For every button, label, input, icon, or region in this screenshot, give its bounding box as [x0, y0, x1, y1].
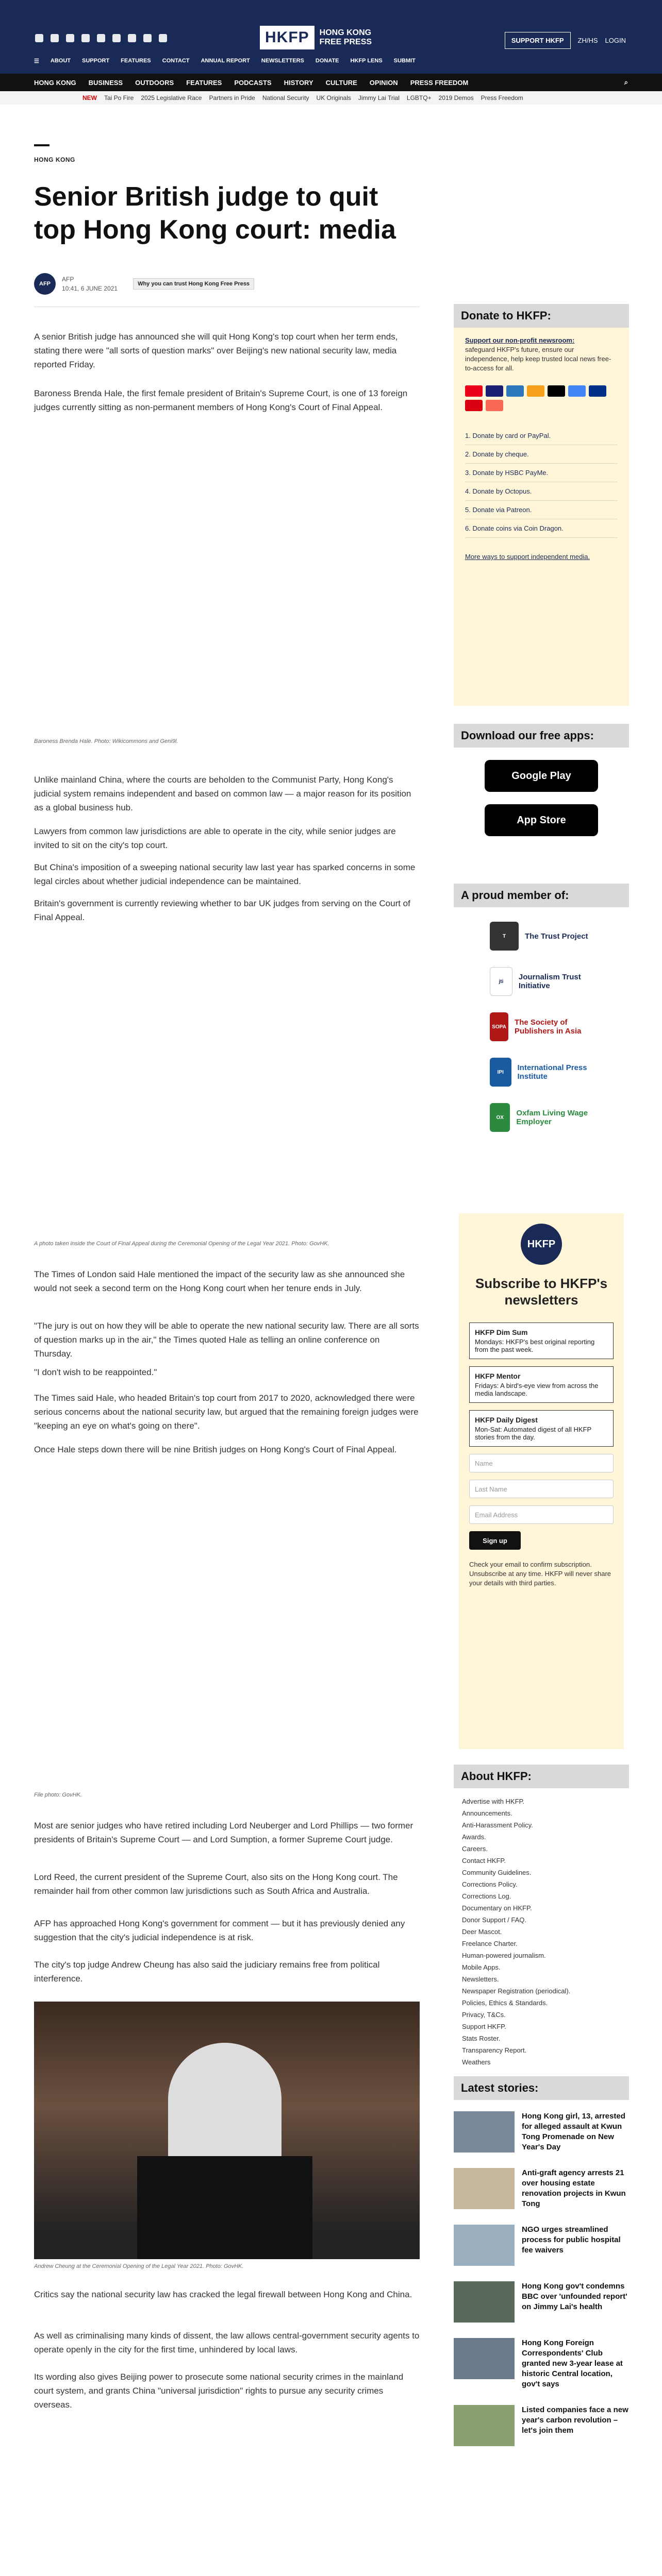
newsletter-footnote: Check your email to confirm subscription. Unsubscribe at any time. HKFP will never share your details with third parties.	[469, 1561, 611, 1587]
discover-icon	[527, 385, 544, 397]
about-link[interactable]: Support HKFP.	[462, 2023, 506, 2030]
latest-heading: Latest stories:	[454, 2076, 629, 2100]
about-link[interactable]: Advertise with HKFP.	[462, 1798, 525, 1805]
about-section	[454, 1765, 629, 2068]
paragraph: Most are senior judges who have retired including Lord Neuberger and Lord Phillips — two former presidents of Britain's Supreme Court — and Lord Sumption, a former Supreme Court judge.	[34, 1821, 413, 1844]
publish-date: 10:41, 6 JUNE 2021	[62, 285, 118, 292]
section-nav-item[interactable]: OPINION	[369, 78, 398, 87]
about-list	[454, 1795, 629, 2068]
story-thumbnail	[454, 2111, 515, 2153]
newsletter-heading: Subscribe to HKFP's newsletters	[475, 1276, 608, 1308]
visa-icon	[486, 385, 503, 397]
story-title[interactable]: Listed companies face a new year's carbon revolution – let's join them	[522, 2405, 628, 2435]
member-logo[interactable]: T The Trust Project	[490, 922, 593, 951]
donate-option[interactable]: 1. Donate by card or PayPal.	[465, 427, 618, 445]
trending-item[interactable]: National Security	[262, 94, 309, 101]
apps-section	[454, 724, 629, 836]
latest-story[interactable]	[454, 2338, 629, 2389]
newsletter-option[interactable]: HKFP Daily Digest Mon-Sat: Automated digest of all HKFP stories from the day.	[469, 1410, 614, 1447]
about-link[interactable]: Anti-Harassment Policy.	[462, 1821, 533, 1829]
newsletter-logo: HKFP	[521, 1224, 562, 1265]
latest-story[interactable]	[454, 2281, 629, 2323]
newsletter-option[interactable]: HKFP Mentor Fridays: A bird's-eye view from across the media landscape.	[469, 1366, 614, 1403]
paragraph: Britain's government is currently reviewing whether to bar UK judges from serving on the Court of Final Appeal.	[34, 899, 410, 922]
image-caption: A photo taken inside the Court of Final Appeal during the Ceremonial Opening of the Legal Year 2021. Photo: GovHK.	[34, 1241, 329, 1247]
trending-item[interactable]: Press Freedom	[481, 94, 523, 101]
section-nav-item[interactable]: HISTORY	[284, 78, 313, 87]
paragraph: Its wording also gives Beijing power to prosecute some national security crimes in the mainland court system, and grants China "universal jurisdiction" rights to pursue any security crimes overseas.	[34, 2372, 404, 2410]
donate-option[interactable]: 6. Donate coins via Coin Dragon.	[465, 519, 618, 538]
section-nav-item[interactable]: CULTURE	[325, 78, 357, 87]
donate-option[interactable]: 4. Donate by Octopus.	[465, 482, 618, 501]
latest-story[interactable]	[454, 2168, 629, 2209]
trending-item[interactable]: 2019 Demos	[438, 94, 474, 101]
newsletter-panel	[459, 1213, 624, 1749]
paragraph: The Times said Hale, who headed Britain's top court from 2017 to 2020, acknowledged there were serious concerns about the national security law, but argued that the remaining foreign judges were "keeping an eye on what's going on there".	[34, 1393, 419, 1431]
logo-text-line1: HONG KONG	[319, 28, 372, 37]
paragraph: But China's imposition of a sweeping national security law last year has sparked concerns in some legal circles about whether judicial independence can be maintained.	[34, 862, 416, 886]
jti-icon: jti	[490, 967, 512, 996]
trust-project-icon: T	[490, 922, 519, 951]
article-image	[34, 938, 420, 1236]
story-thumbnail	[454, 2168, 515, 2209]
support-hkfp-button[interactable]: SUPPORT HKFP	[505, 32, 571, 49]
member-section	[454, 884, 629, 1148]
paragraph: A senior British judge has announced she will quit Hong Kong's top court when her term ends, stating there were "all sorts of question marks" over Beijing's new national security law, media reported Friday.	[34, 332, 398, 369]
paypal-icon	[589, 385, 606, 397]
top-nav-item[interactable]: ABOUT	[50, 58, 71, 64]
about-link[interactable]: Careers.	[462, 1845, 488, 1853]
paragraph: The city's top judge Andrew Cheung has also said the judiciary remains free from political interference.	[34, 1960, 380, 1984]
section-nav-item[interactable]: BUSINESS	[88, 78, 123, 87]
author-avatar[interactable]: AFP	[34, 273, 56, 295]
latest-story[interactable]	[454, 2225, 629, 2266]
author-name[interactable]: AFP	[62, 276, 74, 283]
top-nav	[34, 58, 416, 64]
ipi-icon: IPI	[490, 1058, 511, 1087]
trending-item[interactable]: Tai Po Fire	[104, 94, 134, 101]
about-link[interactable]: Policies, Ethics & Standards.	[462, 1999, 548, 2007]
about-link[interactable]: Corrections Policy.	[462, 1880, 518, 1888]
signup-button[interactable]: Sign up	[469, 1531, 521, 1550]
telegram-icon[interactable]	[112, 34, 121, 42]
section-nav-item[interactable]: PODCASTS	[234, 78, 272, 87]
about-link[interactable]: Awards.	[462, 1833, 486, 1841]
linkedin-icon[interactable]	[97, 34, 105, 42]
facebook-icon[interactable]	[35, 34, 43, 42]
about-link[interactable]: Announcements.	[462, 1809, 512, 1817]
section-nav-item[interactable]: HONG KONG	[34, 78, 76, 87]
social-links	[35, 34, 167, 42]
donate-option[interactable]: 3. Donate by HSBC PayMe.	[465, 464, 618, 482]
story-thumbnail	[454, 2281, 515, 2323]
instagram-icon[interactable]	[66, 34, 74, 42]
donate-section	[454, 304, 629, 570]
about-link[interactable]: Contact HKFP.	[462, 1857, 506, 1865]
google-play-button[interactable]: Google Play	[485, 760, 598, 792]
paragraph: Critics say the national security law has cracked the legal firewall between Hong Kong and China.	[34, 2290, 412, 2299]
googlepay-icon	[568, 385, 586, 397]
paragraph: Once Hale steps down there will be nine British judges on Hong Kong's Court of Final Appeal.	[34, 1445, 397, 1454]
about-link[interactable]: Weathers	[462, 2058, 491, 2066]
article-category[interactable]: HONG KONG	[34, 156, 75, 163]
member-heading: A proud member of:	[454, 884, 629, 907]
search-icon[interactable]: ⌕	[624, 78, 628, 86]
trending-new-label: NEW	[82, 94, 97, 101]
donate-intro: safeguard HKFP's future, ensure our independence, help keep trusted local news free-to-access for all.	[465, 346, 611, 372]
about-heading: About HKFP:	[454, 1765, 629, 1788]
story-title[interactable]: Hong Kong gov't condemns BBC over 'unfounded report' on Jimmy Lai's health	[522, 2282, 627, 2311]
article-image	[34, 435, 420, 734]
section-nav-item[interactable]: PRESS FREEDOM	[410, 78, 469, 87]
donate-more-link[interactable]: More ways to support independent media.	[465, 553, 590, 561]
login-link[interactable]: LOGIN	[605, 37, 626, 44]
about-link[interactable]: Privacy, T&Cs.	[462, 2011, 506, 2019]
kicker-divider	[34, 144, 49, 146]
trending-item[interactable]: Jimmy Lai Trial	[358, 94, 400, 101]
latest-story[interactable]	[454, 2111, 629, 2153]
site-logo[interactable]	[260, 26, 372, 49]
mastercard-icon	[465, 385, 483, 397]
member-logo[interactable]: OX Oxfam Living Wage Employer	[490, 1103, 593, 1132]
article-image	[34, 2002, 420, 2259]
patreon-icon	[486, 400, 503, 411]
name-field[interactable]: Name	[469, 1454, 614, 1472]
about-link[interactable]: Mobile Apps.	[462, 1963, 501, 1971]
section-nav	[0, 74, 662, 91]
paragraph: Unlike mainland China, where the courts are beholden to the Communist Party, Hong Kong's judicial system remains independent and based on common law — a major reason for its position as a global business hub.	[34, 775, 411, 812]
app-store-button[interactable]: App Store	[485, 804, 598, 836]
latest-story[interactable]	[454, 2405, 629, 2446]
donate-option[interactable]: 2. Donate by cheque.	[465, 445, 618, 464]
amex-icon	[506, 385, 524, 397]
top-nav-item[interactable]: DONATE	[315, 58, 339, 64]
top-nav-item[interactable]: ANNUAL REPORT	[201, 58, 250, 64]
member-logo[interactable]: SOPA The Society of Publishers in Asia	[490, 1012, 593, 1041]
article-image	[34, 1489, 420, 1788]
about-link[interactable]: Newsletters.	[462, 1975, 499, 1983]
email-field[interactable]: Email Address	[469, 1505, 614, 1524]
trending-item[interactable]: UK Originals	[316, 94, 351, 101]
payment-icons	[465, 385, 618, 411]
paragraph: As well as criminalising many kinds of dissent, the law allows central-government security agents to operate openly in the city for the first time, unhindered by local laws.	[34, 2331, 420, 2354]
youtube-icon[interactable]	[81, 34, 90, 42]
site-header	[0, 0, 662, 74]
trending-item[interactable]: 2025 Legislative Race	[141, 94, 202, 101]
about-link[interactable]: Deer Mascot.	[462, 1928, 502, 1936]
story-title[interactable]: Hong Kong girl, 13, arrested for alleged assault at Kwun Tong Promenade on New Year's Day	[522, 2112, 625, 2151]
judge-robe	[137, 2156, 312, 2259]
top-nav-item[interactable]: SUPPORT	[81, 58, 110, 64]
donate-intro-link[interactable]: Support our non-profit newsroom:	[465, 336, 575, 344]
apps-heading: Download our free apps:	[454, 724, 629, 748]
last-name-field[interactable]: Last Name	[469, 1480, 614, 1498]
twitter-icon[interactable]	[51, 34, 59, 42]
about-link[interactable]: Freelance Charter.	[462, 1940, 518, 1947]
about-link[interactable]: Newspaper Registration (periodical).	[462, 1987, 571, 1995]
story-title[interactable]: NGO urges streamlined process for public hospital fee waivers	[522, 2225, 621, 2255]
language-toggle[interactable]: ZH/HS	[577, 37, 598, 44]
image-caption: File photo: GovHK.	[34, 1792, 82, 1798]
oxfam-icon: OX	[490, 1103, 510, 1132]
top-nav-item[interactable]: NEWSLETTERS	[261, 58, 304, 64]
top-nav-item[interactable]: FEATURES	[121, 58, 151, 64]
top-nav-item[interactable]: CONTACT	[162, 58, 190, 64]
donate-heading: Donate to HKFP:	[454, 304, 629, 328]
about-link[interactable]: Human-powered journalism.	[462, 1952, 546, 1959]
member-logo[interactable]: IPI International Press Institute	[490, 1058, 593, 1087]
paragraph: "The jury is out on how they will be able to operate the new national security law. There are all sorts of question marks up in the air," the Times quoted Hale as telling an online conference on Thursday.	[34, 1321, 419, 1359]
payme-icon	[465, 400, 483, 411]
image-caption: Andrew Cheung at the Ceremonial Opening of the Legal Year 2021. Photo: GovHK.	[34, 2263, 244, 2269]
trending-item[interactable]: LGBTQ+	[406, 94, 432, 101]
about-link[interactable]: Stats Roster.	[462, 2035, 501, 2042]
trending-bar	[0, 91, 662, 105]
donate-option[interactable]: 5. Donate via Patreon.	[465, 501, 618, 519]
header-actions	[505, 32, 626, 49]
latest-section	[454, 2076, 629, 2462]
section-nav-item[interactable]: OUTDOORS	[135, 78, 174, 87]
story-thumbnail	[454, 2225, 515, 2266]
applepay-icon	[548, 385, 565, 397]
paragraph: "I don't wish to be reappointed."	[34, 1367, 157, 1377]
story-thumbnail	[454, 2338, 515, 2379]
top-nav-item[interactable]: HKFP LENS	[350, 58, 383, 64]
story-thumbnail	[454, 2405, 515, 2446]
byline	[34, 273, 254, 295]
about-link[interactable]: Documentary on HKFP.	[462, 1904, 532, 1912]
rss-icon[interactable]	[143, 34, 152, 42]
about-link[interactable]: Corrections Log.	[462, 1892, 511, 1900]
trust-button[interactable]: Why you can trust Hong Kong Free Press	[133, 278, 254, 290]
story-title[interactable]: Anti-graft agency arrests 21 over housing estate renovation projects in Kwun Tong	[522, 2168, 626, 2208]
logo-text-line2: FREE PRESS	[319, 38, 372, 46]
threads-icon[interactable]	[159, 34, 167, 42]
paragraph: Lawyers from common law jurisdictions are able to operate in the city, while senior judges are invited to sit on the city's top court.	[34, 826, 396, 850]
sopa-icon: SOPA	[490, 1012, 508, 1041]
about-link[interactable]: Community Guidelines.	[462, 1869, 532, 1876]
about-link[interactable]: Transparency Report.	[462, 2046, 527, 2054]
story-title[interactable]: Hong Kong Foreign Correspondents' Club granted new 3-year lease at historic Central location, gov't says	[522, 2338, 623, 2388]
top-nav-item[interactable]: SUBMIT	[393, 58, 416, 64]
member-logo[interactable]: jti Journalism Trust Initiative	[490, 967, 593, 996]
article-title: Senior British judge to quit top Hong Kong court: media	[34, 182, 396, 245]
email-icon[interactable]	[128, 34, 136, 42]
logo-mark: HKFP	[260, 26, 315, 49]
section-nav-item[interactable]: FEATURES	[186, 78, 222, 87]
top-nav-menu[interactable]: ☰	[34, 58, 39, 64]
paragraph: Lord Reed, the current president of the Supreme Court, also sits on the Hong Kong court. The remainder hail from other common law jurisdictions such as South Africa and Australia.	[34, 1872, 398, 1896]
newsletter-option[interactable]: HKFP Dim Sum Mondays: HKFP's best original reporting from the past week.	[469, 1323, 614, 1359]
trending-item[interactable]: Partners in Pride	[209, 94, 255, 101]
about-link[interactable]: Donor Support / FAQ.	[462, 1916, 527, 1924]
paragraph: Baroness Brenda Hale, the first female president of Britain's Supreme Court, is one of 13 foreign judges currently sitting as non-permanent members of Hong Kong's Court of Final Appeal.	[34, 388, 408, 412]
image-caption: Baroness Brenda Hale. Photo: Wikicommons and Geni9l.	[34, 738, 178, 744]
paragraph: The Times of London said Hale mentioned the impact of the security law as she announced she would not seek a second term on the Hong Kong court when her tenure ends in July.	[34, 1269, 405, 1293]
paragraph: AFP has approached Hong Kong's government for comment — but it has previously denied any suggestion that the city's judicial independence is at risk.	[34, 1919, 405, 1942]
